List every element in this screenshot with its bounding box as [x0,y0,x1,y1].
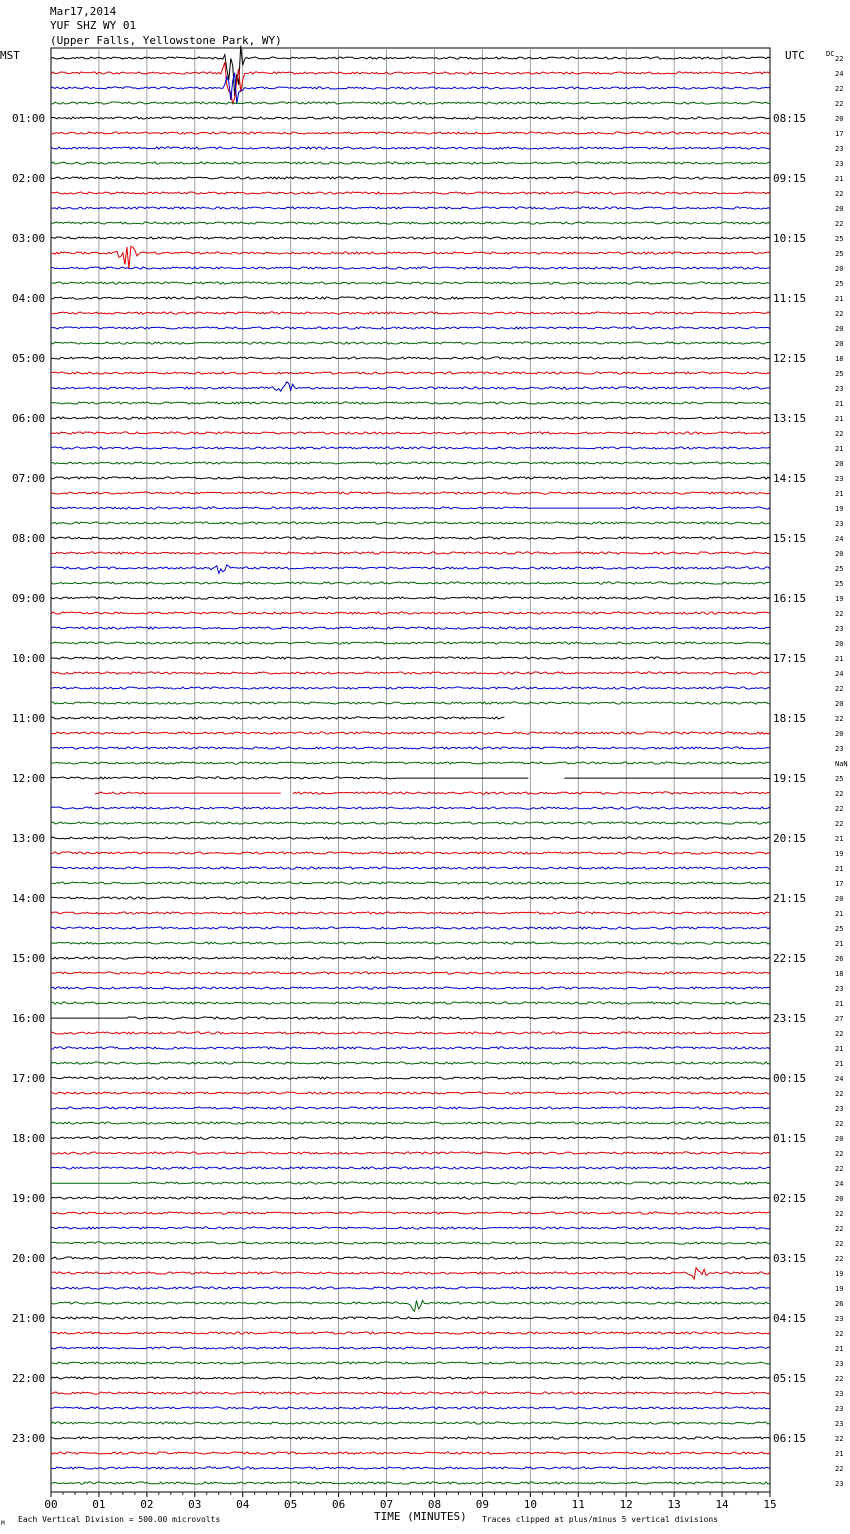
dc-offset-label: 19 [835,1270,844,1278]
dc-offset-label: 21 [835,415,844,423]
mst-hour-label: 06:00 [12,412,46,425]
dc-offset-label: 23 [835,1390,844,1398]
dc-offset-label: 25 [835,250,844,258]
dc-offset-label: 21 [835,865,844,873]
x-tick-label: 10 [523,1498,537,1511]
seismic-trace [51,1268,770,1280]
utc-hour-label: 04:15 [773,1312,807,1325]
dc-offset-label: 20 [835,1195,844,1203]
x-tick-label: 09 [475,1498,490,1511]
utc-hour-label: 14:15 [773,472,807,485]
mst-hour-label: 20:00 [12,1252,46,1265]
dc-offset-label: 19 [835,850,844,858]
x-tick-label: 01 [92,1498,106,1511]
dc-offset-label: 21 [835,1045,844,1053]
dc-offset-label: 21 [835,175,844,183]
dc-offset-label: 23 [835,520,844,528]
dc-offset-label: 27 [835,1015,844,1023]
x-tick-label: 06 [331,1498,346,1511]
dc-offset-label: 21 [835,835,844,843]
seismic-trace [51,912,770,914]
mst-hour-label: 07:00 [12,472,46,485]
seismic-trace [51,297,770,299]
dc-offset-label: 23 [835,385,844,393]
seismic-trace [51,627,770,629]
utc-hour-label: 08:15 [773,112,807,125]
dc-offset-label: 26 [835,955,844,963]
seismic-trace [51,702,770,704]
utc-hour-label: 05:15 [773,1372,807,1385]
dc-offset-label: 26 [835,1300,844,1308]
seismic-trace [51,717,504,719]
utc-hour-label: 17:15 [773,652,807,665]
dc-offset-label: 24 [835,670,844,678]
mst-hour-label: 04:00 [12,292,46,305]
dc-offset-label: 19 [835,1285,844,1293]
dc-offset-label: 21 [835,490,844,498]
seismic-trace [51,207,770,209]
x-tick-label: 04 [236,1498,250,1511]
station-code: YUF SHZ WY 01 [50,19,137,32]
dc-offset-label: 21 [835,445,844,453]
dc-offset-label: 23 [835,475,844,483]
seismic-trace [51,1107,770,1109]
seismic-trace [51,267,770,269]
seismic-trace [51,382,770,391]
dc-offset-label: 19 [835,595,844,603]
station-location: (Upper Falls, Yellowstone Park, WY) [50,34,282,47]
seismic-trace [51,1407,770,1409]
dc-offset-label: 22 [835,1165,844,1173]
seismic-trace [51,1287,770,1289]
plot-frame [51,48,770,1492]
dc-offset-label: 22 [835,1120,844,1128]
seismic-trace [51,507,770,509]
x-tick-label: 14 [715,1498,729,1511]
seismic-trace [51,1077,770,1079]
seismic-trace [51,147,770,149]
seismic-trace [51,1242,770,1244]
dc-offset-label: 17 [835,130,844,138]
mst-hour-label: 16:00 [12,1012,46,1025]
seismic-trace [51,1062,770,1064]
dc-offset-label: 22 [835,1330,844,1338]
x-tick-label: 15 [763,1498,777,1511]
utc-hour-label: 22:15 [773,952,807,965]
mst-hour-label: 23:00 [12,1432,46,1445]
seismic-trace [51,477,770,479]
seismic-traces [51,46,770,1484]
dc-offset-label: 20 [835,895,844,903]
dc-offset-label: 23 [835,145,844,153]
dc-offset-label: 23 [835,160,844,168]
seismic-trace [51,1002,770,1004]
utc-hour-label: 19:15 [773,772,807,785]
seismic-trace [51,1182,770,1184]
dc-offset-label: 23 [835,1405,844,1413]
dc-offset-label: 23 [835,625,844,633]
seismic-trace [51,162,770,164]
dc-offset-label: 22 [835,310,844,318]
dc-offset-label: 18 [835,970,844,978]
dc-offset-label: 20 [835,115,844,123]
dc-offset-label: 21 [835,1450,844,1458]
seismic-trace [51,117,770,119]
dc-offset-label: 24 [835,1180,844,1188]
dc-offset-label: 21 [835,1345,844,1353]
dc-offset-label: 22 [835,1225,844,1233]
dc-offset-label: NaN [835,760,848,768]
mst-hour-label: 21:00 [12,1312,46,1325]
clip-note: Traces clipped at plus/minus 5 vertical divisions [482,1515,719,1524]
utc-hour-label: 02:15 [773,1192,807,1205]
dc-offset-label: 23 [835,1360,844,1368]
dc-offset-label: 22 [835,190,844,198]
dc-offset-label: 25 [835,280,844,288]
x-tick-label: 00 [44,1498,58,1511]
utc-hour-label: 06:15 [773,1432,807,1445]
dc-offset-label: 24 [835,70,844,78]
seismic-trace [95,792,770,794]
seismic-trace [51,987,770,989]
utc-hour-label: 00:15 [773,1072,807,1085]
seismic-trace [51,777,770,779]
dc-offset-label: 20 [835,1135,844,1143]
dc-offset-label: 22 [835,1150,844,1158]
dc-offset-label: 20 [835,340,844,348]
dc-offset-label: 22 [835,430,844,438]
seismic-trace [51,357,770,359]
seismic-trace [51,312,770,314]
seismic-trace [51,447,770,449]
seismic-trace [51,837,770,839]
seismic-trace [51,1257,770,1259]
seismic-trace [51,822,770,824]
dc-offset-label: 22 [835,1255,844,1263]
seismic-trace [51,462,770,464]
dc-offset-label: 24 [835,535,844,543]
seismic-trace [51,192,770,194]
dc-offset-label: 18 [835,355,844,363]
corner-mark: M [1,1520,5,1527]
seismic-trace [51,1017,770,1019]
dc-offset-label: 21 [835,1060,844,1068]
dc-offset-label: 20 [835,265,844,273]
mst-hour-label: 12:00 [12,772,46,785]
dc-offset-label: 22 [835,1435,844,1443]
utc-hour-label: 11:15 [773,292,807,305]
x-tick-label: 12 [619,1498,633,1511]
seismic-trace [51,177,770,179]
seismic-trace [51,1347,770,1349]
dc-offset-label: 25 [835,925,844,933]
seismic-trace [51,1437,770,1439]
seismic-trace [51,342,770,344]
seismic-trace [51,582,770,584]
seismic-trace [51,657,770,659]
seismic-trace [51,237,770,239]
dc-offset-label: 22 [835,1375,844,1383]
seismic-trace [51,1212,770,1214]
seismic-trace [51,747,770,749]
seismic-trace [51,927,770,929]
utc-hour-label: 13:15 [773,412,807,425]
mst-hour-label: 19:00 [12,1192,46,1205]
utc-hour-label: 10:15 [773,232,807,245]
plot-date: Mar17,2014 [50,5,117,18]
dc-offset-label: 20 [835,550,844,558]
mst-hour-label: 03:00 [12,232,46,245]
dc-offset-label: 25 [835,775,844,783]
seismic-trace [51,1377,770,1379]
dc-offset-label: 22 [835,1030,844,1038]
seismic-trace [51,1152,770,1154]
seismic-trace [51,282,770,284]
seismic-trace [51,612,770,614]
seismic-trace [51,1047,770,1049]
mst-hour-label: 15:00 [12,952,46,965]
dc-offset-label: 19 [835,505,844,513]
mst-hour-label: 01:00 [12,112,46,125]
dc-offset-label: 25 [835,370,844,378]
seismic-trace [51,1137,770,1139]
seismic-trace [51,417,770,419]
seismic-trace [51,672,770,674]
seismic-trace [51,372,770,374]
seismic-trace [51,1122,770,1124]
utc-hour-label: 01:15 [773,1132,807,1145]
utc-hour-label: 03:15 [773,1252,807,1265]
seismic-trace [51,552,770,554]
mst-hour-label: 10:00 [12,652,46,665]
seismic-trace [51,1467,770,1469]
x-tick-label: 13 [667,1498,681,1511]
mst-hour-label: 18:00 [12,1132,46,1145]
dc-offset-label: 20 [835,325,844,333]
seismic-trace [51,1317,770,1319]
seismic-trace [51,1332,770,1334]
mst-axis-title: MST [0,49,20,62]
dc-offset-label: 21 [835,940,844,948]
seismic-trace [51,597,770,599]
dc-offset-label: 20 [835,460,844,468]
seismic-trace [51,1392,770,1394]
seismic-trace [51,132,770,134]
utc-hour-label: 12:15 [773,352,807,365]
seismic-trace [51,762,770,764]
seismic-trace [51,432,770,434]
dc-offset-label: 22 [835,1465,844,1473]
seismic-trace [51,246,770,268]
dc-offset-label: 23 [835,1480,844,1488]
utc-hour-label: 18:15 [773,712,807,725]
dc-offset-label: 21 [835,910,844,918]
dc-offset-label: 17 [835,880,844,888]
dc-offset-label: 22 [835,55,844,63]
seismic-trace [51,882,770,884]
mst-hour-label: 11:00 [12,712,46,725]
seismic-trace [51,537,770,539]
dc-offset-label: 22 [835,805,844,813]
dc-offset-label: 23 [835,1105,844,1113]
seismic-trace [51,1092,770,1094]
utc-hour-label: 09:15 [773,172,807,185]
utc-hour-label: 16:15 [773,592,807,605]
dc-offset-label: 22 [835,1090,844,1098]
dc-offset-label: 21 [835,1000,844,1008]
utc-hour-label: 21:15 [773,892,807,905]
seismic-trace [51,732,770,734]
seismic-trace [51,642,770,644]
dc-offset-label: 20 [835,205,844,213]
dc-offset-label: 22 [835,790,844,798]
dc-offset-label: 20 [835,700,844,708]
mst-hour-label: 02:00 [12,172,46,185]
seismic-trace [51,327,770,329]
seismic-trace [51,972,770,974]
seismic-trace [51,1227,770,1229]
seismic-trace [51,102,770,104]
utc-hour-label: 20:15 [773,832,807,845]
mst-hour-label: 13:00 [12,832,46,845]
dc-offset-label: 24 [835,1075,844,1083]
dc-offset-label: 25 [835,235,844,243]
dc-offset-label: 22 [835,820,844,828]
dc-offset-label: 20 [835,640,844,648]
scale-note: Each Vertical Division = 500.00 microvolts [18,1515,221,1524]
dc-offset-label: 23 [835,985,844,993]
seismic-trace [51,867,770,869]
utc-hour-label: 15:15 [773,532,807,545]
seismic-trace [51,73,770,104]
dc-offset-label: 22 [835,85,844,93]
dc-offset-label: 25 [835,580,844,588]
seismic-trace [51,687,770,689]
seismic-trace [51,1300,770,1311]
utc-hour-label: 23:15 [773,1012,807,1025]
x-tick-label: 07 [379,1498,394,1511]
dc-offset-label: 22 [835,685,844,693]
mst-hour-label: 17:00 [12,1072,46,1085]
dc-offset-label: 22 [835,1240,844,1248]
mst-hour-label: 08:00 [12,532,46,545]
seismic-trace [51,522,770,524]
seismic-trace [51,1167,770,1169]
seismic-trace [51,222,770,224]
seismic-trace [51,942,770,944]
dc-offset-label: 22 [835,715,844,723]
dc-offset-label: 22 [835,220,844,228]
seismic-trace [51,957,770,959]
seismic-trace [51,565,770,574]
seismic-trace [51,1482,770,1484]
dc-offset-label: 23 [835,745,844,753]
x-tick-label: 02 [140,1498,154,1511]
seismic-trace [51,492,770,494]
seismic-trace [51,62,770,104]
utc-axis-title: UTC [785,49,805,62]
seismic-trace [51,1452,770,1454]
seismic-trace [51,1032,770,1034]
dc-offset-label: 21 [835,655,844,663]
dc-offset-label: 21 [835,400,844,408]
seismic-trace [51,897,770,899]
mst-hour-label: 09:00 [12,592,46,605]
dc-offset-label: 23 [835,1315,844,1323]
dc-offset-label: 21 [835,295,844,303]
seismic-trace [51,807,770,809]
dc-offset-label: 25 [835,565,844,573]
dc-offset-label: 20 [835,730,844,738]
dc-offset-label: 23 [835,1420,844,1428]
x-tick-label: 05 [284,1498,298,1511]
seismic-trace [51,852,770,854]
seismic-trace [51,402,770,404]
seismic-trace [51,1197,770,1199]
seismic-trace [51,1362,770,1364]
mst-hour-label: 14:00 [12,892,46,905]
dc-offset-label: 22 [835,1210,844,1218]
dc-offset-label: 22 [835,610,844,618]
x-tick-label: 03 [188,1498,202,1511]
x-tick-label: 08 [427,1498,442,1511]
dc-offset-label: 22 [835,100,844,108]
minute-grid [51,48,770,1492]
mst-hour-label: 22:00 [12,1372,46,1385]
x-axis-title: TIME (MINUTES) [374,1510,467,1523]
mst-hour-label: 05:00 [12,352,46,365]
dc-column-title: DC [826,50,835,58]
seismic-trace [51,1422,770,1424]
x-tick-label: 11 [571,1498,585,1511]
